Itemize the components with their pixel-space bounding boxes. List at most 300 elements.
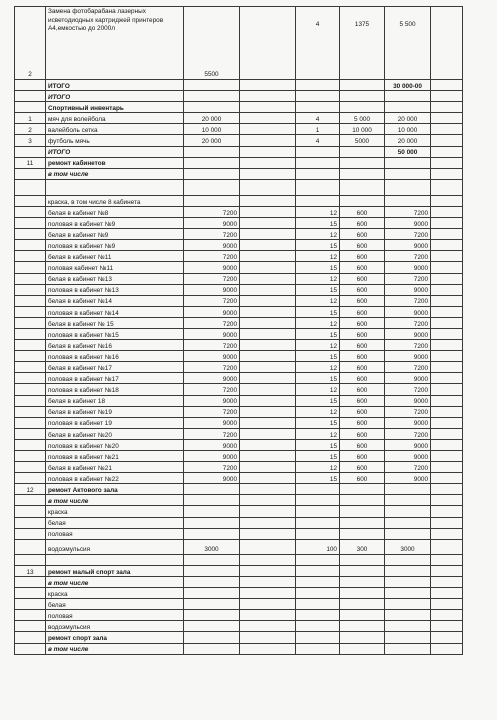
amount-cell: 9000 xyxy=(184,373,240,384)
item-name-cell: ИТОГО xyxy=(46,146,184,157)
extra-cell xyxy=(431,218,463,229)
table-row xyxy=(15,262,463,273)
quantity-cell: 15 xyxy=(296,240,340,251)
total-cell: 9000 xyxy=(385,306,431,317)
row-number-cell xyxy=(15,406,46,417)
extra-cell xyxy=(431,157,463,168)
price-cell: 600 xyxy=(340,328,385,339)
quantity-cell: 12 xyxy=(296,340,340,351)
empty-cell xyxy=(240,473,296,484)
item-name-cell: половая в кабинет №18 xyxy=(46,384,184,395)
total-cell: 7200 xyxy=(385,251,431,262)
row-number-cell: 1 xyxy=(15,113,46,124)
amount-cell xyxy=(184,168,240,179)
price-cell xyxy=(340,554,385,565)
item-name-cell: половая в кабинет №9 xyxy=(46,218,184,229)
table-row xyxy=(15,362,463,373)
amount-cell xyxy=(184,610,240,621)
extra-cell xyxy=(431,80,463,91)
amount-cell: 9000 xyxy=(184,328,240,339)
row-number-cell xyxy=(15,195,46,206)
quantity-cell: 12 xyxy=(296,406,340,417)
extra-cell xyxy=(431,273,463,284)
item-name-cell: белая в кабинет №14 xyxy=(46,295,184,306)
item-name-cell: футболь мячь xyxy=(46,135,184,146)
total-cell: 7200 xyxy=(385,406,431,417)
amount-cell: 7200 xyxy=(184,251,240,262)
row-number-cell xyxy=(15,362,46,373)
item-name-cell: краска xyxy=(46,588,184,599)
table-row xyxy=(15,157,463,168)
quantity-cell: 12 xyxy=(296,295,340,306)
table-row xyxy=(15,295,463,306)
total-cell: 5 500 xyxy=(385,7,431,80)
price-cell xyxy=(340,517,385,528)
item-name-cell: половая в кабинет №16 xyxy=(46,351,184,362)
table-row xyxy=(15,517,463,528)
row-number-cell xyxy=(15,528,46,539)
total-cell: 9000 xyxy=(385,240,431,251)
extra-cell xyxy=(431,373,463,384)
extra-cell xyxy=(431,317,463,328)
quantity-cell: 15 xyxy=(296,262,340,273)
row-number-cell xyxy=(15,168,46,179)
table-row xyxy=(15,406,463,417)
extra-cell xyxy=(431,462,463,473)
amount-cell xyxy=(184,157,240,168)
empty-cell xyxy=(240,195,296,206)
total-cell xyxy=(385,179,431,195)
empty-cell xyxy=(240,462,296,473)
table-row xyxy=(15,539,463,554)
total-cell: 30 000-00 xyxy=(385,80,431,91)
table-row xyxy=(15,428,463,439)
item-name-cell: в том числе xyxy=(46,643,184,654)
table-row xyxy=(15,384,463,395)
amount-cell: 7200 xyxy=(184,362,240,373)
empty-cell xyxy=(240,251,296,262)
empty-cell xyxy=(240,273,296,284)
total-cell xyxy=(385,157,431,168)
extra-cell xyxy=(431,588,463,599)
price-cell xyxy=(340,632,385,643)
row-number-cell xyxy=(15,495,46,506)
quantity-cell: 15 xyxy=(296,351,340,362)
table-row xyxy=(15,495,463,506)
table-row xyxy=(15,643,463,654)
extra-cell xyxy=(431,362,463,373)
quantity-cell xyxy=(296,610,340,621)
table-row xyxy=(15,451,463,462)
row-number-cell xyxy=(15,284,46,295)
quantity-cell: 15 xyxy=(296,395,340,406)
price-cell: 1375 xyxy=(340,7,385,80)
table-row xyxy=(15,124,463,135)
empty-cell xyxy=(240,517,296,528)
item-name-cell: половая в кабинет №21 xyxy=(46,451,184,462)
total-cell xyxy=(385,576,431,587)
item-name-cell: белая в кабинет №9 xyxy=(46,229,184,240)
extra-cell xyxy=(431,565,463,576)
row-number-cell xyxy=(15,251,46,262)
price-cell: 10 000 xyxy=(340,124,385,135)
table-row xyxy=(15,588,463,599)
quantity-cell: 12 xyxy=(296,273,340,284)
amount-cell: 10 000 xyxy=(184,124,240,135)
empty-cell xyxy=(240,7,296,80)
table-row xyxy=(15,273,463,284)
total-cell xyxy=(385,195,431,206)
quantity-cell xyxy=(296,168,340,179)
empty-cell xyxy=(240,146,296,157)
quantity-cell: 15 xyxy=(296,328,340,339)
amount-cell: 20 000 xyxy=(184,135,240,146)
total-cell: 7200 xyxy=(385,273,431,284)
amount-cell xyxy=(184,506,240,517)
empty-cell xyxy=(240,610,296,621)
table-row xyxy=(15,632,463,643)
table-row xyxy=(15,218,463,229)
item-name-cell: белая в кабинет №13 xyxy=(46,273,184,284)
empty-cell xyxy=(240,262,296,273)
quantity-cell: 12 xyxy=(296,206,340,217)
empty-cell xyxy=(240,588,296,599)
table-row xyxy=(15,621,463,632)
quantity-cell: 12 xyxy=(296,251,340,262)
price-cell: 600 xyxy=(340,362,385,373)
quantity-cell: 12 xyxy=(296,317,340,328)
row-number-cell xyxy=(15,306,46,317)
extra-cell xyxy=(431,621,463,632)
row-number-cell xyxy=(15,373,46,384)
total-cell xyxy=(385,484,431,495)
amount-cell xyxy=(184,195,240,206)
total-cell: 9000 xyxy=(385,262,431,273)
amount-cell: 9000 xyxy=(184,218,240,229)
quantity-cell: 12 xyxy=(296,462,340,473)
item-name-cell: белая xyxy=(46,517,184,528)
extra-cell xyxy=(431,351,463,362)
amount-cell xyxy=(184,91,240,102)
price-cell xyxy=(340,80,385,91)
extra-cell xyxy=(431,168,463,179)
extra-cell xyxy=(431,384,463,395)
empty-cell xyxy=(240,554,296,565)
item-name-cell: половая в кабинет №20 xyxy=(46,439,184,450)
row-number-cell xyxy=(15,102,46,113)
table-row xyxy=(15,251,463,262)
total-cell: 9000 xyxy=(385,373,431,384)
item-name-cell: белая xyxy=(46,599,184,610)
price-cell xyxy=(340,484,385,495)
row-number-cell xyxy=(15,428,46,439)
table-row xyxy=(15,195,463,206)
item-name-cell: краска, в том числе 8 кабинета xyxy=(46,195,184,206)
amount-cell: 5500 xyxy=(184,7,240,80)
table-row xyxy=(15,102,463,113)
amount-cell: 9000 xyxy=(184,262,240,273)
extra-cell xyxy=(431,517,463,528)
row-number-cell xyxy=(15,351,46,362)
table-row xyxy=(15,179,463,195)
table-row xyxy=(15,528,463,539)
row-number-cell xyxy=(15,462,46,473)
item-name-cell: половая в кабинет 19 xyxy=(46,417,184,428)
extra-cell xyxy=(431,539,463,554)
price-cell: 5000 xyxy=(340,135,385,146)
empty-cell xyxy=(240,506,296,517)
row-number-cell xyxy=(15,395,46,406)
empty-cell xyxy=(240,284,296,295)
empty-cell xyxy=(240,240,296,251)
item-name-cell: белая в кабинет №20 xyxy=(46,428,184,439)
item-name-cell: ИТОГО xyxy=(46,91,184,102)
row-number-cell xyxy=(15,417,46,428)
total-cell: 9000 xyxy=(385,351,431,362)
quantity-cell xyxy=(296,80,340,91)
extra-cell xyxy=(431,643,463,654)
amount-cell: 9000 xyxy=(184,240,240,251)
empty-cell xyxy=(240,576,296,587)
price-cell xyxy=(340,179,385,195)
price-cell xyxy=(340,495,385,506)
empty-cell xyxy=(240,306,296,317)
quantity-cell: 15 xyxy=(296,439,340,450)
item-name-cell: ремонт малый спорт зала xyxy=(46,565,184,576)
item-name-cell: половая xyxy=(46,528,184,539)
quantity-cell xyxy=(296,102,340,113)
extra-cell xyxy=(431,599,463,610)
extra-cell xyxy=(431,417,463,428)
quantity-cell xyxy=(296,576,340,587)
quantity-cell xyxy=(296,554,340,565)
total-cell xyxy=(385,517,431,528)
extra-cell xyxy=(431,195,463,206)
empty-cell xyxy=(240,528,296,539)
row-number-cell xyxy=(15,146,46,157)
row-number-cell xyxy=(15,179,46,195)
table-row xyxy=(15,506,463,517)
extra-cell xyxy=(431,124,463,135)
quantity-cell xyxy=(296,484,340,495)
item-name-cell: ремонт спорт зала xyxy=(46,632,184,643)
total-cell xyxy=(385,528,431,539)
total-cell xyxy=(385,168,431,179)
amount-cell: 7200 xyxy=(184,273,240,284)
price-cell: 600 xyxy=(340,306,385,317)
quantity-cell: 12 xyxy=(296,229,340,240)
extra-cell xyxy=(431,91,463,102)
table-row xyxy=(15,462,463,473)
total-cell xyxy=(385,599,431,610)
row-number-cell: 2 xyxy=(15,7,46,80)
empty-cell xyxy=(240,102,296,113)
total-cell xyxy=(385,495,431,506)
row-number-cell xyxy=(15,588,46,599)
item-name-cell: белая в кабинет № 15 xyxy=(46,317,184,328)
extra-cell xyxy=(431,240,463,251)
quantity-cell: 100 xyxy=(296,539,340,554)
price-cell: 600 xyxy=(340,317,385,328)
table-row xyxy=(15,168,463,179)
table-row xyxy=(15,113,463,124)
quantity-cell: 1 xyxy=(296,124,340,135)
price-cell: 600 xyxy=(340,462,385,473)
row-number-cell xyxy=(15,621,46,632)
extra-cell xyxy=(431,328,463,339)
price-cell xyxy=(340,565,385,576)
item-name-cell: белая в кабинет №16 xyxy=(46,340,184,351)
price-cell: 600 xyxy=(340,428,385,439)
item-name-cell: половая в кабинет №22 xyxy=(46,473,184,484)
price-cell xyxy=(340,157,385,168)
total-cell: 9000 xyxy=(385,417,431,428)
table-row xyxy=(15,146,463,157)
total-cell: 9000 xyxy=(385,218,431,229)
extra-cell xyxy=(431,428,463,439)
total-cell xyxy=(385,554,431,565)
quantity-cell: 15 xyxy=(296,451,340,462)
item-name-cell: в том числе xyxy=(46,576,184,587)
price-cell: 300 xyxy=(340,539,385,554)
extra-cell xyxy=(431,576,463,587)
table-row xyxy=(15,284,463,295)
price-cell xyxy=(340,528,385,539)
amount-cell xyxy=(184,588,240,599)
row-number-cell xyxy=(15,262,46,273)
price-cell: 600 xyxy=(340,218,385,229)
row-number-cell xyxy=(15,80,46,91)
empty-cell xyxy=(240,218,296,229)
amount-cell: 7200 xyxy=(184,428,240,439)
table-row xyxy=(15,206,463,217)
total-cell xyxy=(385,506,431,517)
price-cell xyxy=(340,168,385,179)
total-cell: 7200 xyxy=(385,317,431,328)
total-cell xyxy=(385,621,431,632)
table-row xyxy=(15,473,463,484)
price-cell: 600 xyxy=(340,273,385,284)
table-row xyxy=(15,599,463,610)
amount-cell: 9000 xyxy=(184,351,240,362)
item-name-cell: половая в кабинет №17 xyxy=(46,373,184,384)
amount-cell: 9000 xyxy=(184,284,240,295)
row-number-cell: 2 xyxy=(15,124,46,135)
empty-cell xyxy=(240,539,296,554)
quantity-cell: 15 xyxy=(296,417,340,428)
total-cell: 9000 xyxy=(385,395,431,406)
row-number-cell xyxy=(15,517,46,528)
extra-cell xyxy=(431,229,463,240)
price-cell: 600 xyxy=(340,384,385,395)
price-cell: 600 xyxy=(340,451,385,462)
row-number-cell xyxy=(15,643,46,654)
total-cell: 9000 xyxy=(385,328,431,339)
table-row xyxy=(15,317,463,328)
price-cell: 600 xyxy=(340,373,385,384)
quantity-cell: 4 xyxy=(296,113,340,124)
total-cell xyxy=(385,632,431,643)
amount-cell xyxy=(184,632,240,643)
item-name-cell: половая в кабинет №13 xyxy=(46,284,184,295)
amount-cell: 9000 xyxy=(184,473,240,484)
extra-cell xyxy=(431,7,463,80)
item-name-cell: Замена фотобарабана лазерных исветодиодных картриджей принтеров А4,емкостью до 2000л xyxy=(46,7,184,80)
quantity-cell xyxy=(296,565,340,576)
amount-cell xyxy=(184,528,240,539)
quantity-cell xyxy=(296,643,340,654)
amount-cell: 9000 xyxy=(184,306,240,317)
item-name-cell xyxy=(46,179,184,195)
table-row xyxy=(15,439,463,450)
item-name-cell: в том числе xyxy=(46,495,184,506)
quantity-cell xyxy=(296,91,340,102)
price-cell: 600 xyxy=(340,439,385,450)
row-number-cell: 11 xyxy=(15,157,46,168)
table-row xyxy=(15,484,463,495)
amount-cell xyxy=(184,495,240,506)
empty-cell xyxy=(240,439,296,450)
table-row xyxy=(15,135,463,146)
price-cell xyxy=(340,195,385,206)
extra-cell xyxy=(431,102,463,113)
price-cell: 600 xyxy=(340,262,385,273)
row-number-cell xyxy=(15,506,46,517)
empty-cell xyxy=(240,317,296,328)
empty-cell xyxy=(240,621,296,632)
empty-cell xyxy=(240,80,296,91)
item-name-cell: половая кабинет №11 xyxy=(46,262,184,273)
row-number-cell xyxy=(15,439,46,450)
item-name-cell: белая в кабинет №17 xyxy=(46,362,184,373)
price-cell: 600 xyxy=(340,406,385,417)
quantity-cell xyxy=(296,517,340,528)
extra-cell xyxy=(431,306,463,317)
table-row xyxy=(15,417,463,428)
total-cell xyxy=(385,588,431,599)
quantity-cell: 15 xyxy=(296,306,340,317)
item-name-cell: мяч для волейбола xyxy=(46,113,184,124)
empty-cell xyxy=(240,451,296,462)
amount-cell xyxy=(184,517,240,528)
amount-cell: 7200 xyxy=(184,340,240,351)
price-cell: 600 xyxy=(340,206,385,217)
total-cell xyxy=(385,565,431,576)
extra-cell xyxy=(431,439,463,450)
item-name-cell: белая в кабинет №21 xyxy=(46,462,184,473)
total-cell xyxy=(385,91,431,102)
empty-cell xyxy=(240,632,296,643)
quantity-cell xyxy=(296,599,340,610)
table-row xyxy=(15,554,463,565)
extra-cell xyxy=(431,528,463,539)
amount-cell: 9000 xyxy=(184,451,240,462)
row-number-cell: 12 xyxy=(15,484,46,495)
empty-cell xyxy=(240,113,296,124)
quantity-cell: 15 xyxy=(296,473,340,484)
table-row xyxy=(15,340,463,351)
row-number-cell xyxy=(15,229,46,240)
total-cell: 7200 xyxy=(385,428,431,439)
extra-cell xyxy=(431,554,463,565)
total-cell: 10 000 xyxy=(385,124,431,135)
amount-cell xyxy=(184,565,240,576)
table-row xyxy=(15,610,463,621)
amount-cell xyxy=(184,80,240,91)
extra-cell xyxy=(431,146,463,157)
amount-cell xyxy=(184,102,240,113)
row-number-cell xyxy=(15,218,46,229)
